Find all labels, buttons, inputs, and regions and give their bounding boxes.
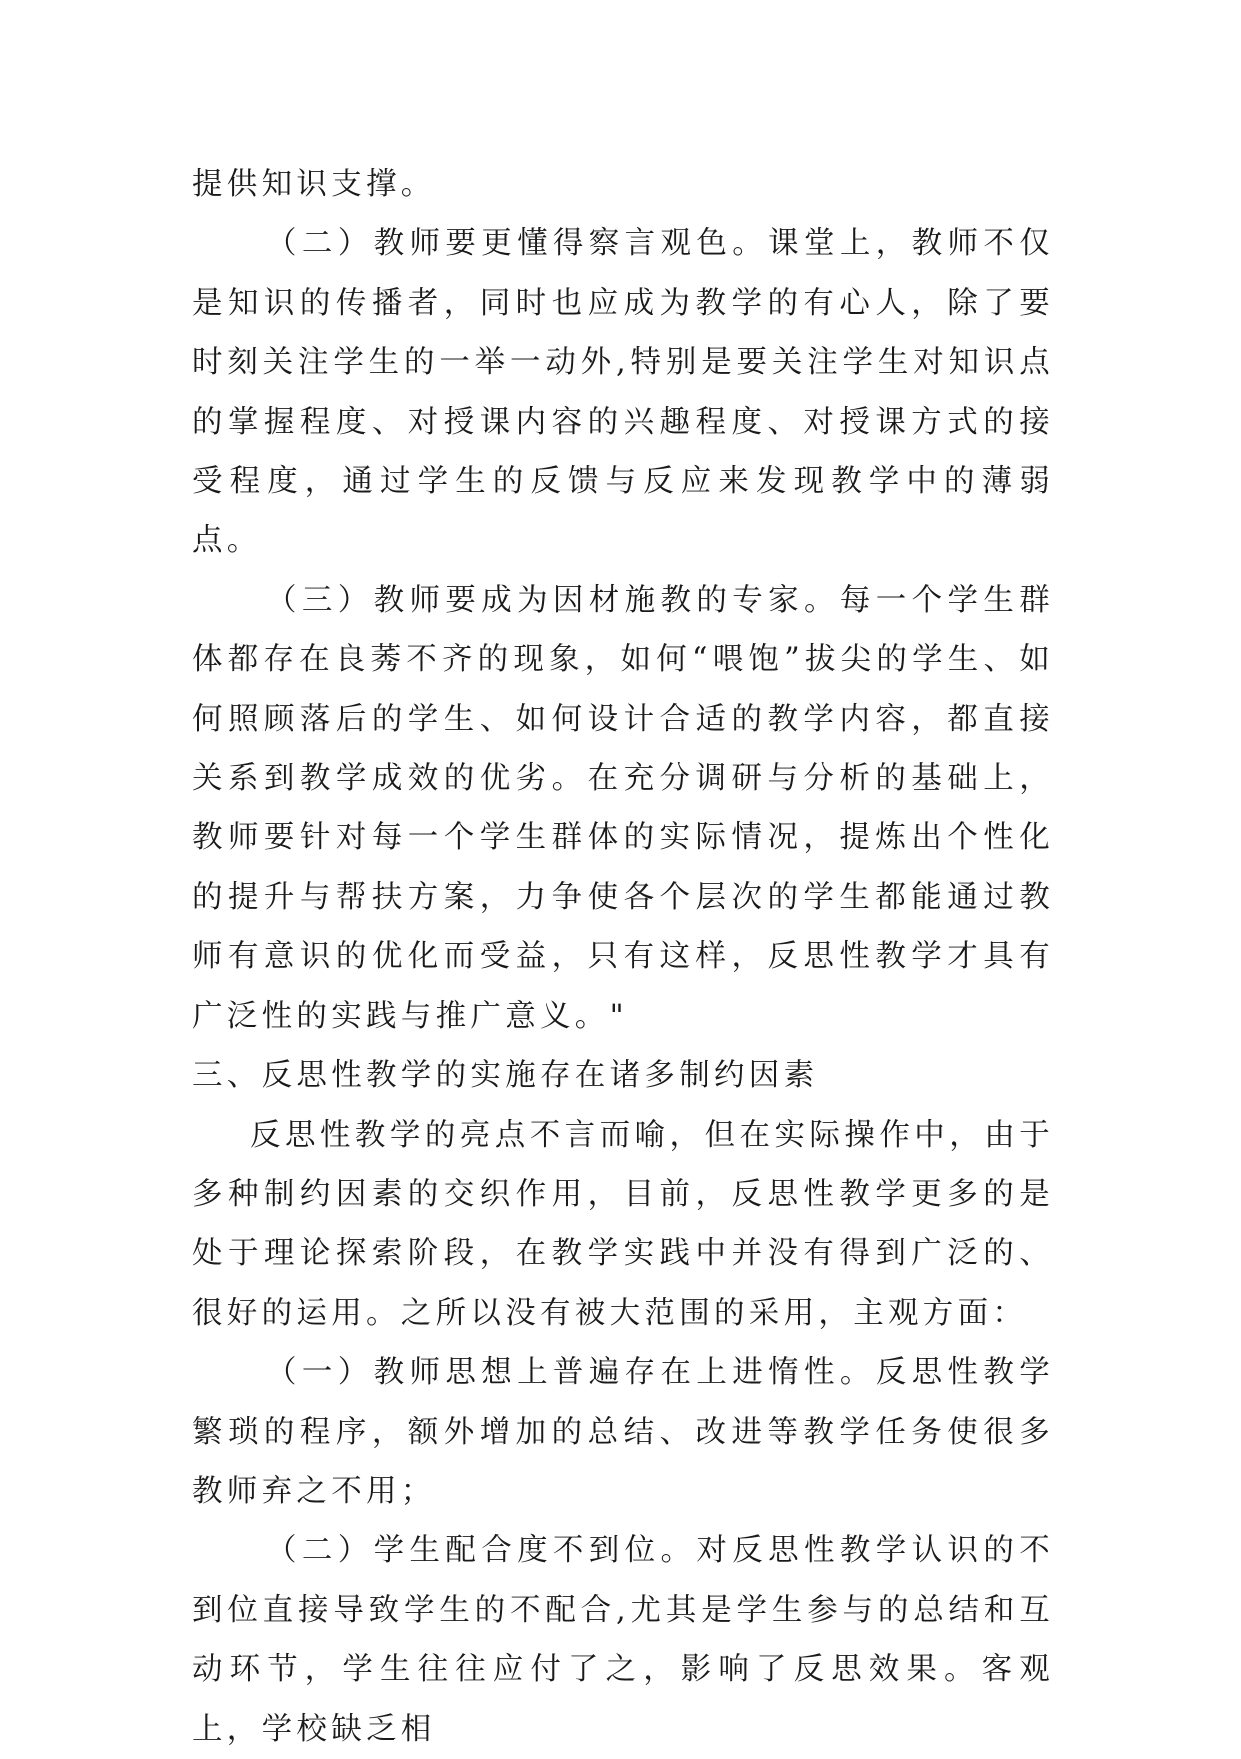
paragraph-teacher-inertia: （一）教师思想上普遍存在上进惰性。反思性教学繁琐的程序，额外增加的总结、改进等教学任务使很多教师弃之不用； [192, 1355, 1054, 1509]
paragraph-teacher-observation: （二）教师要更懂得察言观色。课堂上，教师不仅是知识的传播者，同时也应成为教学的有心人，除了要时刻关注学生的一举一动外,特别是要关注学生对知识点的掌握程度、对授课内容的兴趣程度、对授课方式的接受程度，通过学生的反馈与反应来发现教学中的薄弱点。 [192, 226, 1054, 559]
paragraph-individualized-teaching: （三）教师要成为因材施教的专家。每一个学生群体都存在良莠不齐的现象，如何“喂饱”拔尖的学生、如何照顾落后的学生、如何设计合适的教学内容，都直接关系到教学成效的优劣。在充分调研与分析的基础上，教师要针对每一个学生群体的实际情况，提炼出个性化的提升与帮扶方案，力争使各个层次的学生都能通过教师有意识的优化而受益，只有这样，反思性教学才具有广泛性的实践与推广意义。" [192, 582, 1054, 1034]
paragraph-student-cooperation: （二）学生配合度不到位。对反思性教学认识的不到位直接导致学生的不配合,尤其是学生参与的总结和互动环节，学生往往应付了之，影响了反思效果。客观上，学校缺乏相 [192, 1533, 1054, 1747]
section-heading-constraints: 三、反思性教学的实施存在诸多制约因素 [192, 1058, 819, 1094]
document-body [192, 155, 1054, 1759]
paragraph-constraints-intro: 反思性教学的亮点不言而喻，但在实际操作中，由于多种制约因素的交织作用，目前，反思性教学更多的是处于理论探索阶段，在教学实践中并没有得到广泛的、很好的运用。之所以没有被大范围的采用，主观方面： [192, 1117, 1054, 1331]
paragraph-continuation: 提供知识支撑。 [192, 167, 436, 202]
